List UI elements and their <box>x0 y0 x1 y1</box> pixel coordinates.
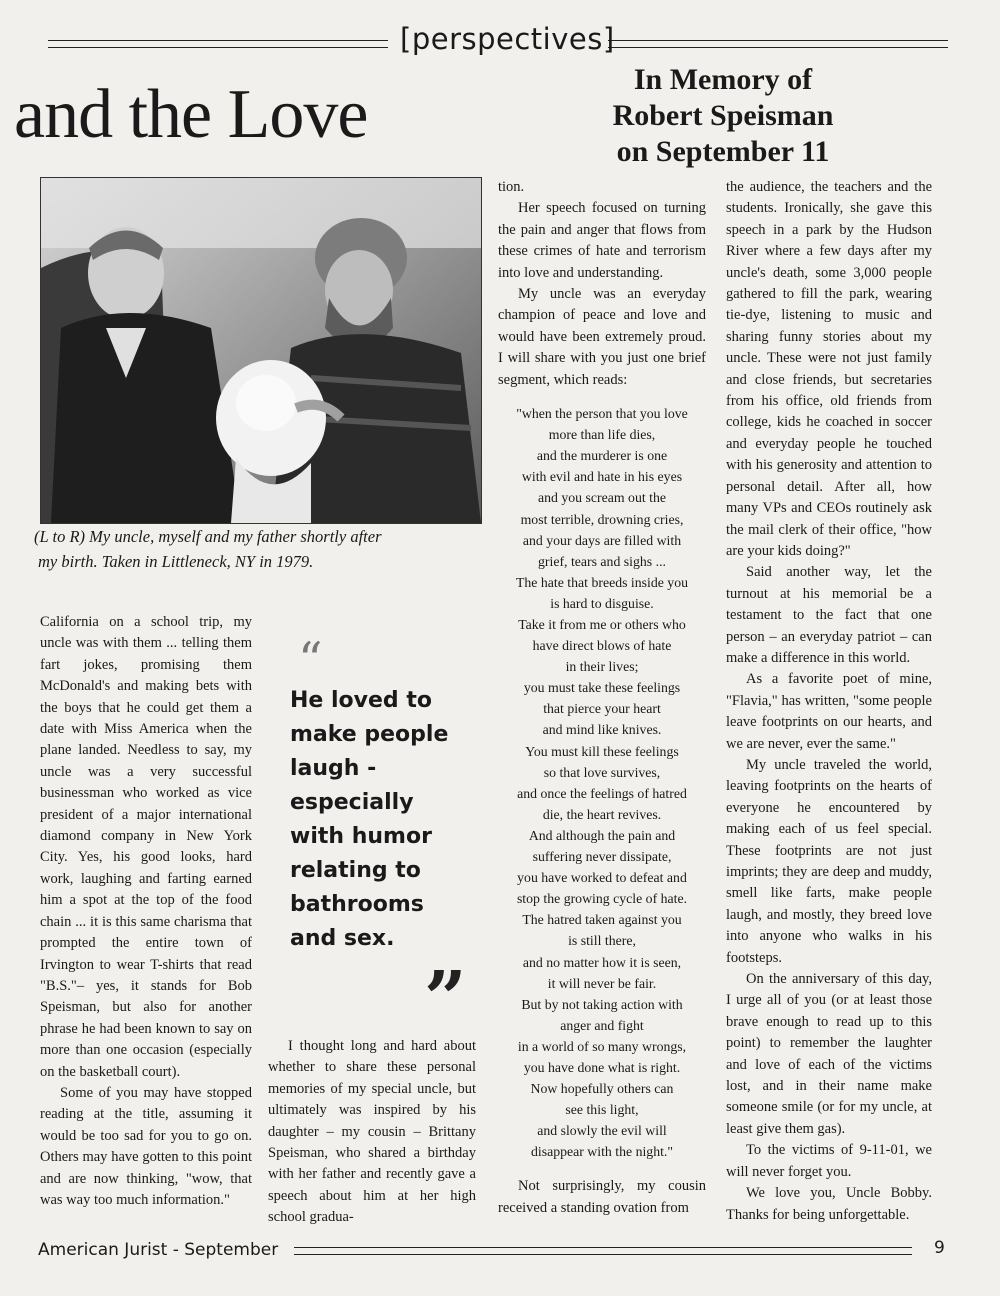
poem-line: have direct blows of hate <box>532 638 672 654</box>
pull-quote-line: with humor <box>290 824 432 849</box>
article-title: and the Love <box>14 76 368 153</box>
poem-line: Take it from me or others who <box>518 617 686 632</box>
poem-line: You must kill these feelings <box>525 743 679 759</box>
poem-line: and the murderer is one <box>536 448 668 464</box>
poem-line: stop the growing cycle of hate. <box>516 891 688 907</box>
family-photo-image <box>41 178 481 523</box>
pull-quote-line: and sex. <box>290 926 395 951</box>
column-3-lead: tion. <box>498 179 525 195</box>
poem-line: and you scream out the <box>538 490 666 506</box>
poem <box>498 403 706 1162</box>
pull-quote-line: He loved to <box>290 688 432 713</box>
pull-quote-line: especially <box>290 790 414 815</box>
photo-caption-line-1: (L to R) My uncle, myself and my father shortly after <box>34 527 382 546</box>
column-4-paragraph-1: the audience, the teachers and the students. Ironically, she gave this speech in a park by the Hudson River where a few days after my uncle's death, some 3,000 people gathered to fill the park, wearing tie-dye, listening to music and sharing funny stories about my uncle. These were not just family and close friends, but secretaries from his office, old friends from college, kids he coached in soccer and everyday people he touched with his generosity and attention to personal detail. After all, how many VPs and CEOs routinely ask the mail clerk of their office, "how are your kids doing?" <box>726 179 932 559</box>
pull-quote <box>290 684 480 956</box>
column-2 <box>268 1036 476 1229</box>
poem-line: and no matter how it is seen, <box>522 954 682 970</box>
poem-line: and once the feelings of hatred <box>517 785 687 801</box>
poem-line: you have worked to defeat and <box>517 870 687 886</box>
column-4-paragraph-4: My uncle traveled the world, leaving footprints on the hearts of everyone he encountered by making each of us feel special. These footprints are not just imprints; they are deep and muddy, smell like farts, make people laugh, and mostly, they breed love into anyone who walks in his footsteps. <box>726 756 932 966</box>
memorial-title-line-1: In Memory of <box>633 63 813 96</box>
poem-line: "when the person that you love <box>516 406 688 422</box>
poem-line: most terrible, drowning cries, <box>520 511 684 527</box>
pull-quote-line: laugh - <box>290 756 377 781</box>
column-4-paragraph-7: We love you, Uncle Bobby. Thanks for being unforgettable. <box>726 1185 932 1223</box>
poem-line: is still there, <box>568 933 636 949</box>
column-3-paragraph-2: My uncle was an everyday champion of peace and love and would have been extremely proud. I will share with you just one brief segment, which reads: <box>498 286 706 388</box>
poem-line: more than life dies, <box>548 427 656 443</box>
poem-line: anger and fight <box>560 1017 644 1033</box>
poem-line: grief, tears and sighs ... <box>538 553 666 569</box>
page-number: 9 <box>934 1238 945 1258</box>
poem-line: in a world of so many wrongs, <box>517 1038 687 1054</box>
poem-line: in their lives; <box>565 659 639 675</box>
poem-line: is hard to disguise. <box>550 595 654 611</box>
memorial-title-line-3: on September 11 <box>616 135 830 168</box>
pull-quote-line: make people <box>290 722 449 747</box>
poem-line: Now hopefully others can <box>530 1081 674 1097</box>
family-photo <box>40 177 482 524</box>
photo-caption-line-2: my birth. Taken in Littleneck, NY in 1979. <box>38 552 314 571</box>
poem-line: and your days are filled with <box>522 532 682 548</box>
header-rule-left <box>48 40 388 48</box>
poem-line: The hate that breeds inside you <box>515 574 689 590</box>
column-3 <box>498 177 706 1219</box>
column-4 <box>726 177 932 1226</box>
column-1-paragraph-1: California on a school trip, my uncle was with them ... telling them fart jokes, promising them McDonald's and making bets with the boys that he could get them a date with Miss America when the plane landed. Needless to say, my uncle was a very successful businessman who worked as vice president of a major international diamond company in New York City. Yes, his good looks, hard work, laughing and farting earned him a spot at the top of the food chain ... it is this same charisma that prompted the entire town of Irvington to wear T-shirts that read "B.S."– yes, it stands for Bob Speisman, but also for another phrase he had been known to say on more than one occasion (especially on the basketball court). <box>40 614 252 1080</box>
column-3-paragraph-1: Her speech focused on turning the pain and anger that flows from these crimes of hate and terrorism into love and understanding. <box>498 200 706 281</box>
pull-quote-line: bathrooms <box>290 892 424 917</box>
column-1 <box>40 612 252 1211</box>
poem-line: with evil and hate in his eyes <box>521 469 683 485</box>
footer-publication: American Jurist - September <box>38 1240 279 1260</box>
poem-line: you must take these feelings <box>523 680 681 696</box>
poem-line: And although the pain and <box>528 827 676 843</box>
poem-line: see this light, <box>565 1102 639 1118</box>
poem-line: and slowly the evil will <box>537 1123 667 1139</box>
poem-line: and mind like knives. <box>542 722 662 738</box>
header-rule-right <box>608 40 948 48</box>
footer-rule <box>294 1247 912 1255</box>
poem-line: die, the heart revives. <box>542 806 662 822</box>
column-4-paragraph-2: Said another way, let the turnout at his memorial be a testament to the fact that one person – an everyday patriot – can make a difference in this world. <box>726 564 932 666</box>
section-label: [perspectives] <box>400 22 615 56</box>
close-quote-mark: ” <box>424 956 467 1042</box>
poem-line: you have done what is right. <box>523 1059 681 1075</box>
open-quote-mark: “ <box>298 632 323 688</box>
column-4-paragraph-6: To the victims of 9-11-01, we will never forget you. <box>726 1142 932 1180</box>
poem-line: disappear with the night." <box>530 1144 674 1160</box>
poem-line: so that love survives, <box>543 764 661 780</box>
pull-quote-line: relating to <box>290 858 421 883</box>
column-1-paragraph-2: Some of you may have stopped reading at the title, assuming it would be too sad for you to go on. Others may have gotten to this point and are now thinking, "wow, that was way too much information." <box>40 1084 252 1208</box>
poem-line: suffering never dissipate, <box>532 849 672 865</box>
poem-line: But by not taking action with <box>521 996 683 1012</box>
column-3-closing: Not surprisingly, my cousin received a standing ovation from <box>498 1178 706 1216</box>
poem-line: The hatred taken against you <box>522 912 682 928</box>
column-4-paragraph-5: On the anniversary of this day, I urge all of you (or at least those brave enough to read up to this point) to remember the laughter and love of each of the victims lost, and in their name make someone smile (or for my uncle, at least give them gas). <box>726 971 932 1137</box>
column-4-paragraph-3: As a favorite poet of mine, "Flavia," has written, "some people leave footprints on our hearts, and we are never, ever the same." <box>726 671 932 752</box>
column-2-paragraph: I thought long and hard about whether to share these personal memories of my special uncle, but ultimately was inspired by his daughter – my cousin – Brittany Speisman, who shared a birthday with her father and recently gave a speech about him at her high school gradua- <box>268 1038 476 1226</box>
photo-caption <box>34 524 484 574</box>
poem-line: that pierce your heart <box>543 701 661 717</box>
memorial-title <box>560 62 886 170</box>
memorial-title-line-2: Robert Speisman <box>612 99 834 132</box>
poem-line: it will never be fair. <box>547 975 657 991</box>
